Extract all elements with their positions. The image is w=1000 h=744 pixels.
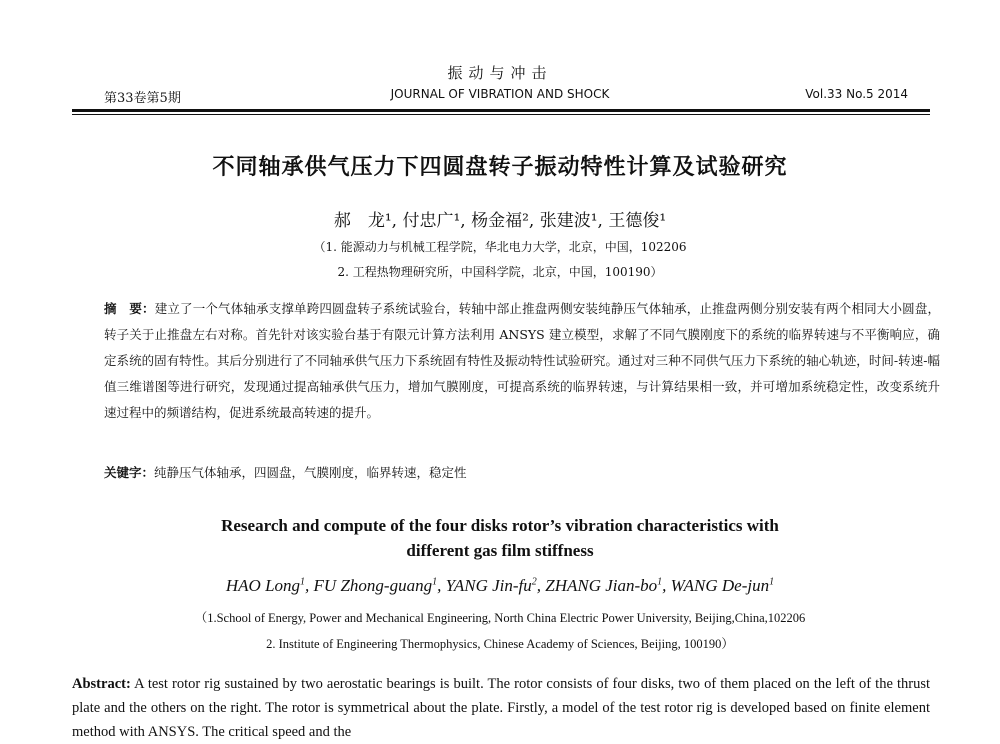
author-en-sup: 1 [300,576,306,588]
author-en-sup: 1 [769,576,775,588]
author-en-name: YANG Jin-fu [445,576,532,595]
affiliation-cn-1: （1. 能源动力与机械工程学院，华北电力大学，北京，中国，102206 [313,240,687,254]
author-en-sup: 1 [432,576,438,588]
keywords-cn-text: 纯静压气体轴承，四圆盘，气膜刚度，临界转速，稳定性 [154,465,467,480]
affiliation-cn-2: 2. 工程热物理研究所，中国科学院，北京，中国，100190） [337,265,663,279]
abstract-en [72,672,930,744]
author-en-name: HAO Long [225,576,301,595]
authors-cn: 郝 龙¹, 付忠广¹, 杨金福², 张建波¹, 王德俊¹ [333,211,667,231]
header-rule-thick [72,109,930,112]
volume-en: Vol.33 No.5 2014 [805,87,908,101]
authors-en: HAO Long$^1$, FU Zhong-guang$^1$, YANG Jin-$fu^2$, ZHANG Jian-$bo^1$, WANG De-jun$^1$ [225,576,775,595]
author-en-name: WANG De-jun [670,576,770,595]
journal-name-en: JOURNAL OF VIBRATION AND SHOCK [390,87,610,101]
paper-title-en [0,513,1000,563]
author-en-sup: 2 [531,576,537,588]
abstract-en-label: Abstract: [72,676,131,692]
header-rule-thin [72,114,930,115]
paper-title-en-line-1: Research and compute of the four disks rotor’s vibration characteristics with [221,516,779,535]
issue-cn: 第33卷第5期 [104,91,181,106]
keywords-cn [104,463,467,481]
abstract-cn [104,296,940,426]
keywords-cn-label: 关键字： [104,465,155,480]
author-en-sup: 1 [657,576,663,588]
abstract-cn-text: 建立了一个气体轴承支撑单跨四圆盘转子系统试验台，转轴中部止推盘两侧安装纯静压气体轴承，止推盘两侧分别安装有两个相同大小圆盘，转子关于止推盘左右对称。首先针对该实验台基于有限元计算方法利用 ANSYS 建立模型，求解了不同气膜刚度下的系统的临界转速与不平衡响应，确定系统的固有特性。其后分别进行了不同轴承供气压力下系统固有特性及振动特性试验研究。通过对三种不同供气压力下系统的轴心轨迹，时间-转速-幅值三维谱图等进行研究，发现通过提高轴承供气压力，增加气膜刚度，可提高系统的临界转速，与计算结果相一致，并可增加系统稳定性，改变系统升速过程中的频谱结构，促进系统最高转速的提升。 [104,301,940,420]
paper-title-en-line-2: different gas film stiffness [406,541,594,560]
journal-name-cn: 振动与冲击 [447,64,553,82]
affiliation-en-2: 2. Institute of Engineering Thermophysics, Chinese Academy of Sciences, Beijing, 100190） [266,637,734,651]
author-en-name: FU Zhong-guang [313,576,433,595]
author-en-name: ZHANG Jian-bo [545,576,658,595]
paper-title-cn: 不同轴承供气压力下四圆盘转子振动特性计算及试验研究 [212,155,788,180]
abstract-en-text: A test rotor rig sustained by two aerostatic bearings is built. The rotor consists of four disks, two of them placed on the left of the thrust plate and the others on the right. The rotor is symmetrical about the plate. Firstly, a model of the test rotor rig is developed based on finite element method with ANSYS. The critical speed and the [72,676,930,740]
abstract-cn-label: 摘 要： [104,301,155,316]
affiliation-en-1: （1.School of Energy, Power and Mechanical Engineering, North China Electric Power University, Beijing,China,102206 [194,611,806,625]
